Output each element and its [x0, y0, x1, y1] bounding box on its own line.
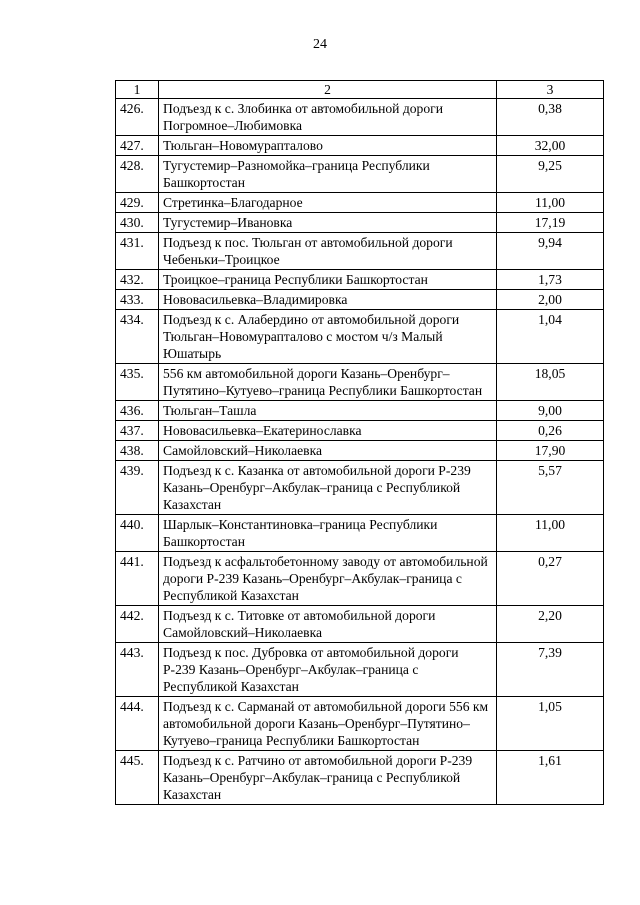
row-number-cell: 445. [116, 751, 159, 805]
table-row [116, 606, 604, 643]
table-row [116, 233, 604, 270]
road-length-cell: 9,94 [497, 233, 604, 270]
road-name-cell: Нововасильевка–Владимировка [159, 290, 497, 310]
road-length-cell: 0,26 [497, 421, 604, 441]
header-col-1: 1 [116, 81, 159, 99]
road-length-cell: 0,38 [497, 99, 604, 136]
road-name-cell: Тюльган–Ташла [159, 401, 497, 421]
row-number-cell: 434. [116, 310, 159, 364]
road-name-cell: Тугустемир–Разномойка–граница Республики Башкортостан [159, 156, 497, 193]
road-name-cell: Подъезд к пос. Тюльган от автомобильной дороги Чебеньки–Троицкое [159, 233, 497, 270]
row-number-cell: 426. [116, 99, 159, 136]
header-col-2: 2 [159, 81, 497, 99]
road-length-cell: 9,00 [497, 401, 604, 421]
table-row [116, 156, 604, 193]
road-length-cell: 2,00 [497, 290, 604, 310]
row-number-cell: 440. [116, 515, 159, 552]
road-length-cell: 5,57 [497, 461, 604, 515]
table-row [116, 751, 604, 805]
road-length-cell: 0,27 [497, 552, 604, 606]
table-row [116, 99, 604, 136]
row-number-cell: 427. [116, 136, 159, 156]
row-number-cell: 441. [116, 552, 159, 606]
table-row [116, 697, 604, 751]
table-row [116, 461, 604, 515]
road-name-cell: Подъезд к с. Сарманай от автомобильной дороги 556 км автомобильной дороги Казань–Оренбург–Путятино–Кутуево–граница Республики Башкортостан [159, 697, 497, 751]
road-name-cell: Подъезд к с. Злобинка от автомобильной дороги Погромное–Любимовка [159, 99, 497, 136]
road-length-cell: 1,04 [497, 310, 604, 364]
road-name-cell: Подъезд к с. Титовке от автомобильной дороги Самойловский–Николаевка [159, 606, 497, 643]
road-length-cell: 7,39 [497, 643, 604, 697]
row-number-cell: 444. [116, 697, 159, 751]
road-length-cell: 2,20 [497, 606, 604, 643]
header-col-3: 3 [497, 81, 604, 99]
row-number-cell: 437. [116, 421, 159, 441]
row-number-cell: 431. [116, 233, 159, 270]
table-row [116, 290, 604, 310]
row-number-cell: 439. [116, 461, 159, 515]
road-name-cell: Подъезд к асфальтобетонному заводу от автомобильной дороги Р-239 Казань–Оренбург–Акбулак–граница с Республикой Казахстан [159, 552, 497, 606]
row-number-cell: 443. [116, 643, 159, 697]
table-row [116, 552, 604, 606]
row-number-cell: 436. [116, 401, 159, 421]
road-length-cell: 1,61 [497, 751, 604, 805]
table-row [116, 310, 604, 364]
road-name-cell: Подъезд к с. Алабердино от автомобильной дороги Тюльган–Новомурапталово с мостом ч/з Малый Юшатырь [159, 310, 497, 364]
table-row [116, 136, 604, 156]
road-name-cell: 556 км автомобильной дороги Казань–Оренбург–Путятино–Кутуево–граница Республики Башкортостан [159, 364, 497, 401]
road-name-cell: Подъезд к пос. Дубровка от автомобильной дороги Р-239 Казань–Оренбург–Акбулак–граница с Республикой Казахстан [159, 643, 497, 697]
roads-table [115, 80, 604, 805]
table-row [116, 213, 604, 233]
table-row [116, 270, 604, 290]
table-row [116, 364, 604, 401]
road-length-cell: 32,00 [497, 136, 604, 156]
road-length-cell: 1,05 [497, 697, 604, 751]
table-header [116, 81, 604, 99]
road-name-cell: Тугустемир–Ивановка [159, 213, 497, 233]
page-number: 24 [313, 37, 327, 52]
table-row [116, 421, 604, 441]
road-name-cell: Троицкое–граница Республики Башкортостан [159, 270, 497, 290]
road-name-cell: Стретинка–Благодарное [159, 193, 497, 213]
row-number-cell: 442. [116, 606, 159, 643]
table-row [116, 193, 604, 213]
row-number-cell: 430. [116, 213, 159, 233]
road-length-cell: 17,19 [497, 213, 604, 233]
road-name-cell: Нововасильевка–Екатеринославка [159, 421, 497, 441]
road-length-cell: 18,05 [497, 364, 604, 401]
road-length-cell: 11,00 [497, 193, 604, 213]
table-body [116, 99, 604, 805]
row-number-cell: 433. [116, 290, 159, 310]
row-number-cell: 429. [116, 193, 159, 213]
table-row [116, 401, 604, 421]
road-length-cell: 17,90 [497, 441, 604, 461]
row-number-cell: 435. [116, 364, 159, 401]
road-length-cell: 11,00 [497, 515, 604, 552]
road-length-cell: 1,73 [497, 270, 604, 290]
road-name-cell: Подъезд к с. Казанка от автомобильной дороги Р-239 Казань–Оренбург–Акбулак–граница с Республикой Казахстан [159, 461, 497, 515]
row-number-cell: 432. [116, 270, 159, 290]
table-row [116, 515, 604, 552]
header-row [116, 81, 604, 99]
row-number-cell: 428. [116, 156, 159, 193]
road-length-cell: 9,25 [497, 156, 604, 193]
table-row [116, 643, 604, 697]
road-name-cell: Тюльган–Новомурапталово [159, 136, 497, 156]
table-row [116, 441, 604, 461]
road-name-cell: Шарлык–Константиновка–граница Республики Башкортостан [159, 515, 497, 552]
row-number-cell: 438. [116, 441, 159, 461]
road-name-cell: Подъезд к с. Ратчино от автомобильной дороги Р-239 Казань–Оренбург–Акбулак–граница с Республикой Казахстан [159, 751, 497, 805]
road-name-cell: Самойловский–Николаевка [159, 441, 497, 461]
